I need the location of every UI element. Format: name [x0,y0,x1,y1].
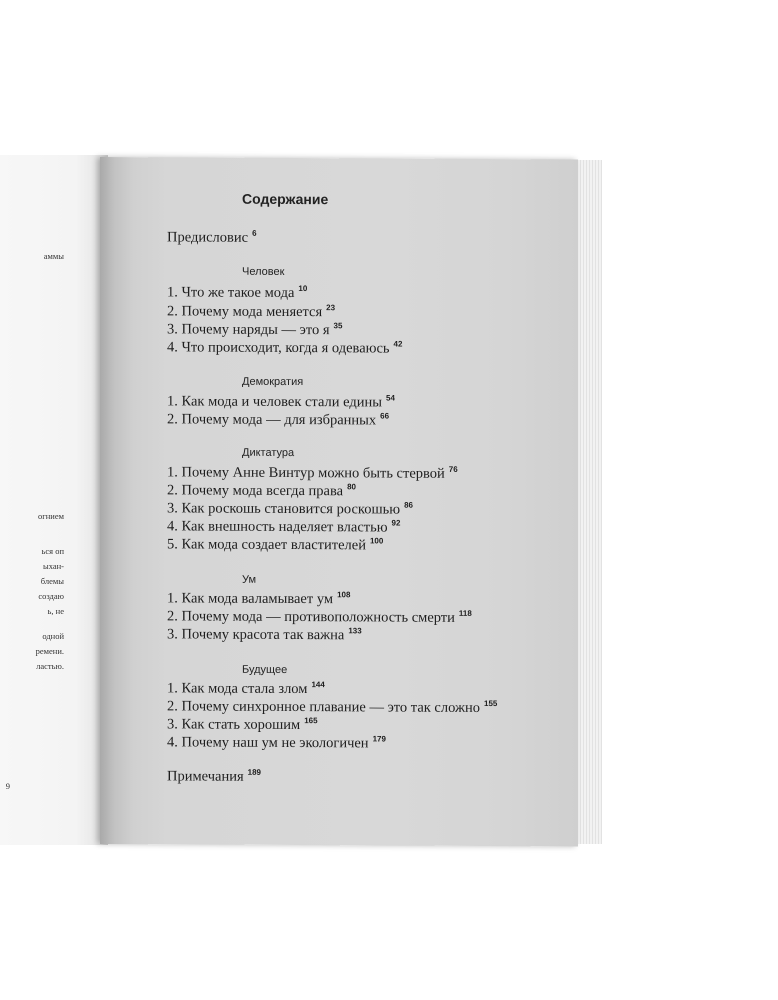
toc-page-number: 10 [298,284,308,294]
toc-entry-label: 1. Как мода и человек стали едины [167,393,383,411]
toc-entry-label: Предисловис [167,229,249,246]
toc-entry [167,517,400,536]
toc-page-number: 80 [347,482,356,492]
section-title-budushchee: Будущее [242,663,288,676]
section-title-chelovek: Человек [242,265,285,278]
toc-entry-label: 2. Почему мода всегда права [167,482,344,500]
toc-entry [167,499,413,518]
toc-entry [167,733,386,752]
toc-entry [167,320,342,339]
toc-entry-label: 4. Как внешность наделяет властью [167,518,388,536]
toc-entry-label: 3. Почему наряды — это я [167,321,330,339]
toc-entry-label: 1. Почему Анне Винтур можно быть стервой [167,464,445,482]
toc-page-number: 108 [337,590,351,600]
toc-entry-label: 3. Почему красота так важна [167,626,345,644]
toc-entry [167,715,318,734]
toc-entry [167,392,395,411]
toc-page-number: 42 [393,339,403,349]
toc-entry [167,679,325,698]
toc-entry [167,481,356,500]
toc-entry-label: 1. Что же такое мода [167,284,295,302]
toc-entry-label: 4. Почему наш ум не экологичен [167,734,369,752]
left-page-text: ься оп [41,546,64,556]
section-title-diktatura: Диктатура [242,446,295,460]
toc-entry [167,302,335,321]
left-page-text: создаю [38,591,64,601]
toc-page-number: 66 [380,411,390,421]
toc-entry [167,283,307,302]
toc-entry [167,697,497,717]
left-page-number: 9 [5,781,10,791]
toc-page-number: 118 [458,608,472,618]
toc-page-number: 133 [348,626,362,636]
toc-notes [167,767,261,785]
toc-entry-label: 3. Как роскошь становится роскошью [167,500,401,518]
toc-entry [167,463,458,483]
section-title-um: Ум [242,573,257,586]
toc-entry [167,607,472,627]
toc-page-number: 54 [386,393,395,403]
left-page-text: блемы [40,576,64,586]
toc-entry-label: Примечания [167,768,244,785]
left-page-text: ыхан- [42,561,64,571]
left-page-text: ь, не [47,606,64,616]
toc-entry [167,535,383,554]
left-page-text: ластью. [36,661,64,671]
left-page-text: одной [42,631,64,641]
toc-page-number: 6 [252,228,257,238]
toc-entry-label: 2. Почему мода — для избранных [167,411,377,429]
toc-entry [167,589,350,608]
toc-page-number: 100 [369,536,384,546]
toc-page-number: 155 [484,699,498,709]
toc-preface [167,228,257,246]
toc-page-number: 144 [311,680,325,690]
toc-entry-label: 4. Что происходит, когда я одеваюсь [167,339,390,357]
left-page [0,155,108,845]
toc-page-number: 76 [448,464,458,474]
toc-entry-label: 5. Как мода создает властителей [167,536,366,554]
toc-entry [167,410,389,429]
toc-page-number: 92 [391,518,401,528]
toc-entry-label: 3. Как стать хорошим [167,716,301,734]
toc-entry [167,338,402,357]
toc-entry-label: 2. Почему мода — противоположность смерти [167,608,455,626]
toc-page-number: 165 [304,716,318,726]
toc-entry-label: 1. Как мода стала злом [167,680,308,698]
toc-page-number: 35 [333,321,343,331]
toc-page-number: 86 [404,500,413,510]
left-page-text: огнием [38,511,64,521]
toc-page-number: 179 [372,734,386,744]
toc-title: Содержание [242,190,329,208]
toc-page-number: 23 [326,303,336,313]
toc-entry-label: 1. Как мода валамывает ум [167,590,334,608]
page-stack-edge [578,160,602,844]
section-title-demokratiya: Демократия [242,375,304,389]
toc-entry-label: 2. Почему синхронное плавание — это так сложно [167,698,481,716]
left-page-text: аммы [43,251,64,261]
toc-page-number: 189 [247,767,262,777]
right-page [100,157,578,847]
toc-entry-label: 2. Почему мода меняется [167,303,323,321]
left-page-text: ремени. [35,646,64,656]
toc-entry [167,625,362,644]
